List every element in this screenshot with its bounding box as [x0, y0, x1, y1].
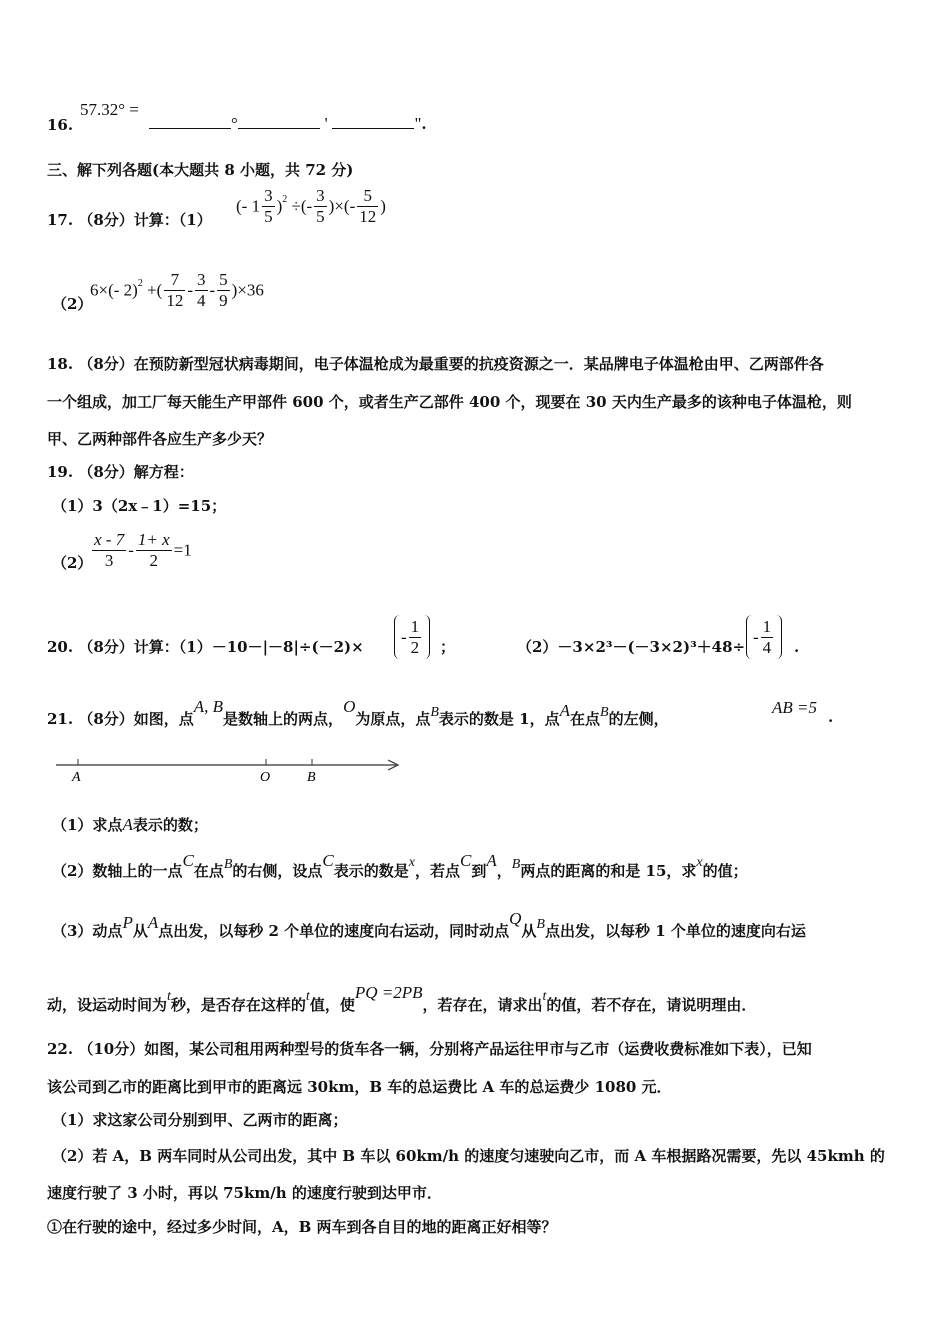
blank-degrees[interactable]: [149, 114, 231, 129]
q16-period: .: [421, 115, 427, 133]
q22-sub2-item-1: ①在行驶的途中，经过多少时间，A，B 两车到各自目的地的距离正好相等？: [47, 1218, 557, 1236]
q17-sub2-label: （2）: [52, 295, 93, 313]
q16-expression: 57.32° =: [80, 100, 139, 119]
degree-symbol: °: [231, 114, 238, 133]
q20-part1: 20. （8分）计算：（1）－10－|－8|÷(－2)×: [47, 638, 364, 656]
label-b: B: [307, 770, 316, 785]
q20-period: .: [794, 638, 800, 656]
second-symbol: ": [414, 114, 422, 133]
q21-sub2: （2）数轴上的一点C在点B的右侧，设点C表示的数是x，若点C到A，B两点的距离的和是 15，求x的值；: [52, 851, 748, 880]
q18-line-1: 18. （8分）在预防新型冠状病毒期间，电子体温枪成为最重要的抗疫资源之一．某品牌电子体温枪由甲、乙两部件各: [47, 355, 824, 373]
q22-line-2: 该公司到乙市的距离比到甲市的距离远 30km，B 车的总运费比 A 车的总运费少 1080 元．: [47, 1078, 672, 1096]
q16-number: 16.: [47, 116, 74, 134]
q21-ab-equals: AB =5: [772, 698, 817, 717]
minute-symbol: ': [324, 114, 328, 133]
q21-sub3-line2: 动，设运动时间为t秒，是否存在这样的t值，使PQ =2PB，若存在，请求出t的值，若不存在，请说明理由．: [47, 983, 757, 1014]
q19-lead: 19. （8分）解方程：: [47, 463, 194, 481]
q19-sub2-label: （2）: [52, 554, 93, 572]
q20-part2: （2）－3×2³－(－3×2)³＋48÷: [517, 638, 746, 656]
q22-sub2-line-2: 速度行驶了 3 小时，再以 75km/h 的速度行驶到达甲市．: [47, 1184, 442, 1202]
q19-sub1: （1）3（2x﹣1）=15；: [52, 497, 227, 515]
section-3-title: 三、解下列各题(本大题共 8 小题，共 72 分): [47, 161, 354, 179]
q17-expression-1: (- 1 $\frac{3}{5}$ )$^2$ ÷(- $\frac{3}{5}$ )×(- $\frac{5}{12}$ ): [236, 186, 386, 226]
q17-expression-2: 6×(- 2)$^2$ +( $\frac{7}{12}$ - $\frac{3}{4}$ - $\frac{5}{9}$ )×36: [90, 270, 264, 310]
q22-sub2-line-1: （2）若 A，B 两车同时从公司出发，其中 B 车以 60km/h 的速度匀速驶向乙市，而 A 车根据路况需要，先以 45kmh 的: [52, 1147, 885, 1165]
q21-sub1: （1）求点A表示的数；: [52, 815, 208, 834]
blank-seconds[interactable]: [332, 114, 414, 129]
number-line: [50, 752, 410, 786]
q21-period: .: [828, 708, 834, 726]
q20-semicolon: ；: [440, 638, 456, 656]
q21-sub3-line1: （3）动点P从A点出发，以每秒 2 个单位的速度向右运动，同时动点Q从B点出发，以每秒 1 个单位的速度向右运: [52, 909, 806, 940]
q22-line-1: 22. （10分）如图，某公司租用两种型号的货车各一辆，分别将产品运往甲市与乙市（运费收费标准如下表），已知: [47, 1040, 812, 1058]
label-a: A: [72, 770, 81, 785]
label-o: O: [260, 770, 271, 785]
blank-minutes[interactable]: [238, 114, 320, 129]
q18-line-2: 一个组成，加工厂每天能生产甲部件 600 个，或者生产乙部件 400 个，现要在 30 天内生产最多的该种电子体温枪，则: [47, 393, 852, 411]
q21-statement: 21. （8分）如图，点A, B是数轴上的两点，O为原点，点B表示的数是 1，点A在点B的左侧，: [47, 697, 669, 728]
q20-abs-2: - $\frac{1}{4}$: [746, 615, 782, 659]
q17-lead: 17. （8分）计算：（1）: [47, 211, 212, 229]
q18-line-3: 甲、乙两种部件各应生产多少天？: [47, 430, 273, 448]
q19-equation-2: $\frac{x - 7}{3}$ - $\frac{1+ x}{2}$ =1: [94, 530, 192, 570]
q20-abs-1: - $\frac{1}{2}$: [394, 615, 430, 659]
q22-sub1: （1）求这家公司分别到甲、乙两市的距离；: [52, 1111, 348, 1129]
q16-answer-blanks: [149, 114, 427, 132]
